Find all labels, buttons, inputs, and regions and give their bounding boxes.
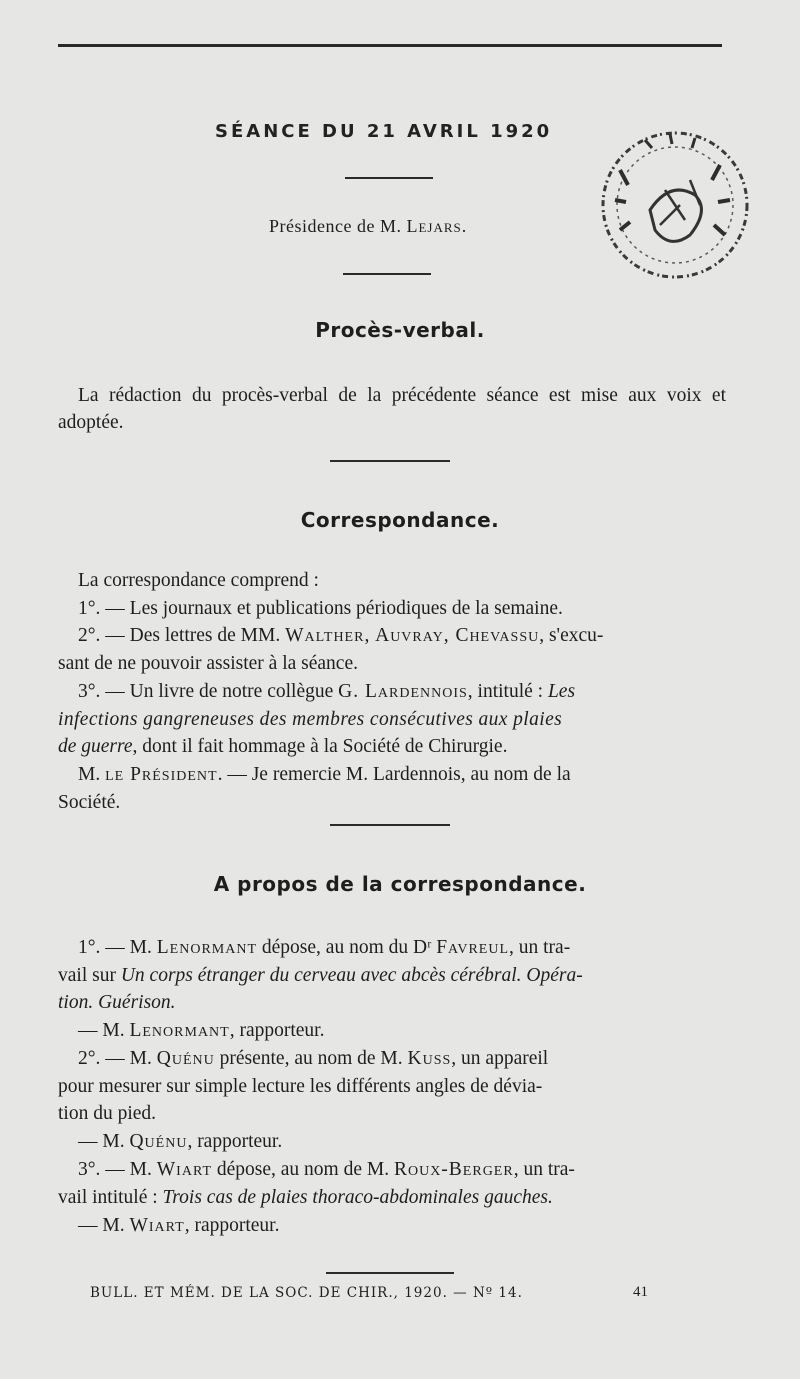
section-title-correspondance: Correspondance. <box>300 508 500 532</box>
presidence-suffix: . <box>461 216 467 236</box>
presidence-prefix: Présidence de M. <box>269 216 407 236</box>
correspondance-item-1: 1°. — Les journaux et publications périodiques de la semaine. <box>78 598 563 619</box>
apropos-item-2-rapporteur <box>78 1128 726 1155</box>
p2-rap-suffix: , rapporteur. <box>187 1131 283 1152</box>
divider <box>330 460 450 462</box>
p1-title-end: tion. Guérison. <box>58 992 176 1013</box>
divider <box>345 177 433 179</box>
president-text: . — Je remercie M. Lardennois, au nom de la <box>217 764 571 785</box>
item2-prefix: 2°. — Des lettres de MM. <box>78 625 286 646</box>
p3-name: Wiart <box>156 1159 212 1180</box>
p1-mid: dépose, au nom du Dʳ <box>257 937 437 958</box>
section-title-apropos: A propos de la correspondance. <box>213 872 587 896</box>
item3-title-cont: infections gangreneuses des membres consécutives aux plaies <box>58 709 563 730</box>
page-number: 41 <box>633 1284 648 1300</box>
apropos-item-1-rapporteur <box>78 1017 726 1044</box>
apropos-item-1-cont <box>58 962 726 989</box>
apropos-item-2-end: tion du pied. <box>58 1103 157 1124</box>
p2-mid: présente, au nom de M. <box>214 1048 408 1069</box>
p1-rap-name: Lenormant <box>129 1020 230 1041</box>
p1-prefix: 1°. — M. <box>78 937 157 958</box>
top-rule <box>58 44 722 47</box>
footer-rule <box>326 1272 454 1274</box>
p3-prefix: 3°. — M. <box>78 1159 157 1180</box>
apropos-item-3-cont <box>58 1184 726 1211</box>
correspondance-item-2 <box>78 622 726 649</box>
p1-name2: Favreul <box>436 937 510 958</box>
item3-title: Les <box>547 681 576 702</box>
p2-name: Quénu <box>156 1048 215 1069</box>
president-name: Lejars <box>406 216 462 236</box>
apropos-item-1-end <box>58 989 726 1016</box>
p3-end: , un tra- <box>513 1159 575 1180</box>
presidence-line <box>269 216 467 237</box>
president-prefix: M. <box>78 764 106 785</box>
item2-names: Walther, Auvray, Chevassu <box>285 625 540 646</box>
p3-rap-name: Wiart <box>129 1215 185 1236</box>
p1-title: Un corps étranger du cerveau avec abcès cérébral. Opéra- <box>120 965 583 986</box>
footer-citation: BULL. ET MÉM. DE LA SOC. DE CHIR., 1920. — Nº 14. <box>90 1285 523 1301</box>
p3-rap-prefix: — M. <box>78 1215 130 1236</box>
president-remark <box>78 761 726 788</box>
apropos-item-3-rapporteur <box>78 1212 726 1239</box>
p1-l2: vail sur <box>58 965 121 986</box>
p3-l2: vail intitulé : <box>58 1187 163 1208</box>
president-remark-cont: Société. <box>58 792 121 813</box>
p2-rap-prefix: — M. <box>78 1131 130 1152</box>
item3-end: , dont il fait hommage à la Société de Chirurgie. <box>132 736 508 757</box>
p3-name2: Roux-Berger <box>393 1159 514 1180</box>
proces-verbal-text: La rédaction du procès-verbal de la précédente séance est mise aux voix et adoptée. <box>58 385 726 433</box>
apropos-item-3 <box>78 1156 726 1183</box>
item3-prefix: 3°. — Un livre de notre collègue <box>78 681 339 702</box>
p2-name2: Kuss <box>407 1048 452 1069</box>
p3-mid: dépose, au nom de M. <box>212 1159 394 1180</box>
p1-name: Lenormant <box>156 937 258 958</box>
correspondance-item-3-end <box>58 733 726 760</box>
p1-rap-prefix: — M. <box>78 1020 130 1041</box>
p2-prefix: 2°. — M. <box>78 1048 157 1069</box>
item2-suffix: , s'excu- <box>539 625 604 646</box>
p3-title: Trois cas de plaies thoraco-abdominales gauches. <box>162 1187 553 1208</box>
p2-rap-name: Quénu <box>129 1131 188 1152</box>
p2-end: , un appareil <box>451 1048 549 1069</box>
apropos-item-2-cont: pour mesurer sur simple lecture les différents angles de dévia- <box>58 1076 543 1097</box>
library-stamp <box>590 110 760 300</box>
item3-title-end: de guerre <box>58 736 133 757</box>
correspondance-item-2-cont: sant de ne pouvoir assister à la séance. <box>58 653 358 674</box>
p3-rap-suffix: , rapporteur. <box>184 1215 280 1236</box>
item3-name: G. Lardennois <box>338 681 468 702</box>
correspondance-intro: La correspondance comprend : <box>78 570 319 591</box>
p1-rap-suffix: , rapporteur. <box>229 1020 325 1041</box>
apropos-item-1 <box>78 934 726 961</box>
item3-mid: , intitulé : <box>467 681 548 702</box>
section-title-proces-verbal: Procès-verbal. <box>315 318 485 342</box>
divider <box>330 824 450 826</box>
apropos-item-2 <box>78 1045 726 1072</box>
divider <box>343 273 431 275</box>
correspondance-item-3 <box>78 678 726 705</box>
seance-heading: SÉANCE DU 21 AVRIL 1920 <box>215 121 553 142</box>
president-title: le Président <box>105 764 218 785</box>
correspondance-item-3-cont <box>58 706 726 733</box>
p1-end: , un tra- <box>509 937 571 958</box>
